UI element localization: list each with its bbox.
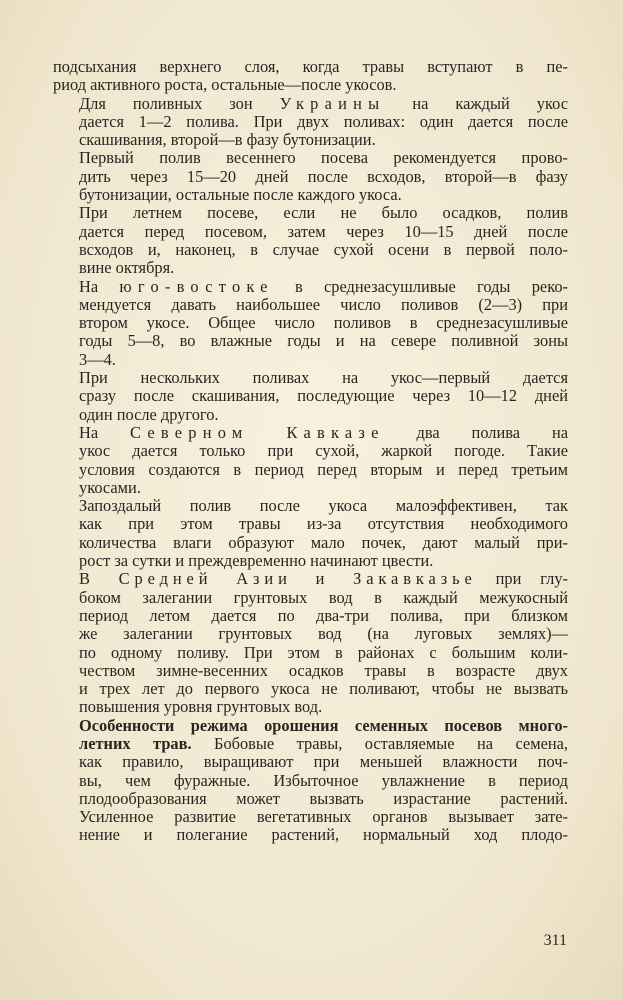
line-rest: два полива на	[384, 422, 568, 442]
text-line	[53, 278, 568, 296]
text-line: Первый полив весеннего посева рекомендуется прово-	[79, 148, 568, 168]
text-line: укос дается только при сухой, жаркой погоде. Такие	[79, 441, 568, 461]
text-line: условия создаются в период перед вторым и перед третьим	[79, 459, 568, 479]
text-line: как правило, выращивают при меньшей влажности поч-	[79, 752, 568, 772]
page-number: 311	[543, 932, 567, 949]
text-line: подсыхания верхнего слоя, когда травы вступают в пе-	[53, 57, 568, 76]
text-line: один после другого.	[79, 404, 219, 424]
text-line: Запоздалый полив после укоса малоэффективен, так	[79, 496, 568, 516]
text-line: повышения уровня грунтовых вод.	[79, 697, 323, 717]
body-text	[53, 58, 568, 845]
emphasis-spaced: Северном Кавказе	[130, 422, 385, 442]
line-rest: на каждый укос	[385, 93, 568, 113]
text-line: При летнем посеве, если не было осадков, полив	[79, 203, 568, 223]
emphasis-spaced: юго-востоке	[119, 276, 274, 296]
text-line: плодообразования может вызвать израстание растений.	[79, 788, 568, 808]
text-line: всходов и, наконец, в случае сухой осени в первой поло-	[79, 239, 568, 259]
text-line: При нескольких поливах на укос—первый дается	[79, 368, 568, 388]
line-rest: при глу-	[476, 569, 568, 589]
emphasis-spaced: В Средней Азии и Закавказье	[79, 569, 477, 589]
text-line: 3—4.	[79, 349, 116, 369]
text-line: дается перед посевом, затем через 10—15 дней после	[79, 221, 568, 241]
text-line: сразу после скашивания, последующие через 10—12 дней	[79, 386, 568, 406]
text-line: риод активного роста, остальные—после укосов.	[53, 75, 397, 95]
paragraph-2	[53, 95, 568, 150]
lead-text: На	[79, 422, 131, 442]
text-line: период летом дается по два-три полива, при близком	[79, 605, 568, 625]
section-heading-line: Особенности режима орошения семенных посевов много-	[79, 715, 568, 735]
text-line: дить через 15—20 дней после всходов, второй—в фазу	[79, 166, 568, 186]
paragraph-5	[53, 278, 568, 369]
paragraph-7	[53, 424, 568, 497]
text-line: как при этом травы из-за отсутствия необходимого	[79, 514, 568, 534]
text-line: скашивания, второй—в фазу бутонизации.	[79, 130, 376, 150]
text-line: боком залегании грунтовых вод в каждый межукосный	[79, 587, 568, 607]
text-line: рост за сутки и преждевременно начинают цвести.	[79, 551, 434, 571]
paragraph-8	[53, 497, 568, 570]
text-line: годы 5—8, во влажные годы и на севере поливной зоны	[79, 331, 568, 351]
text-line	[53, 95, 568, 113]
text-line: вы, чем фуражные. Избыточное увлажнение в период	[79, 770, 568, 790]
paragraph-6	[53, 369, 568, 424]
text-line: мендуется давать наибольшее число поливов (2—3) при	[79, 294, 568, 314]
text-line: нение и полегание растений, нормальный ход плодо-	[79, 825, 568, 845]
text-line: и трех лет до первого укоса не поливают, чтобы не вызвать	[79, 679, 568, 699]
line-rest: Бобовые травы, оставляемые на семена,	[191, 733, 568, 753]
paragraph-10	[53, 717, 568, 845]
lead-text: Для поливных зон	[79, 93, 280, 113]
line-rest: в среднезасушливые годы реко-	[273, 276, 568, 296]
paragraph-1	[53, 58, 568, 95]
paragraph-4	[53, 204, 568, 277]
paragraph-3	[53, 149, 568, 204]
text-line	[53, 424, 568, 442]
text-line: бутонизации, остальные после каждого укоса.	[79, 185, 402, 205]
text-line	[53, 735, 568, 753]
text-line: укосами.	[79, 477, 141, 497]
text-line: втором укосе. Общее число поливов в среднезасушливые	[79, 313, 568, 333]
text-line: количества влаги образуют мало почек, дают малый при-	[79, 532, 568, 552]
text-line: вине октября.	[79, 258, 175, 278]
text-line	[53, 570, 568, 588]
emphasis-spaced: Украины	[279, 93, 386, 113]
text-line: чеством зимне-весенних осадков травы в возрасте двух	[79, 660, 568, 680]
text-line: по одному поливу. При этом в районах с большим коли-	[79, 642, 568, 662]
lead-text: На	[79, 276, 120, 296]
text-line: же залегании грунтовых вод (на луговых землях)—	[79, 624, 568, 644]
paragraph-9	[53, 570, 568, 716]
section-heading-end: летних трав.	[79, 733, 192, 753]
text-line: Усиленное развитие вегетативных органов вызывает зате-	[79, 807, 568, 827]
text-line: дается 1—2 полива. При двух поливах: один дается после	[79, 111, 568, 131]
